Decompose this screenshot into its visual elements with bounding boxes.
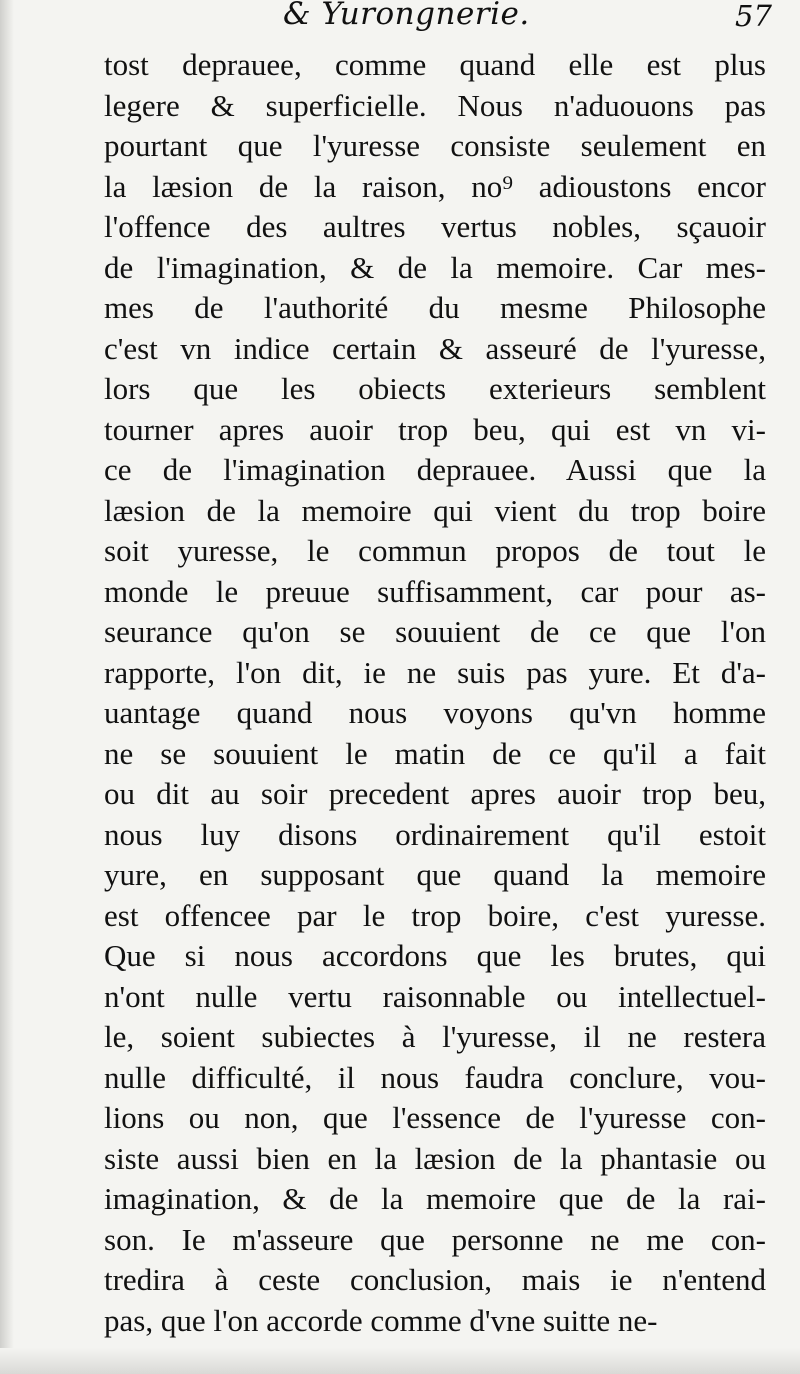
text-line: pas, que l'on accorde comme d'vne suitte ne- [104,1302,658,1338]
running-head: & Yurongnerie. [283,0,530,32]
text-line: tredira à ceste conclusion, mais ie n'entend [104,1262,766,1297]
text-line: ne se souuient le matin de ce qu'il a fait [104,735,766,771]
text-line: siste aussi bien en la læsion de la phantasie ou [104,1140,766,1176]
text-line: le, soient subiectes à l'yuresse, il ne restera [104,1019,766,1054]
text-line: est offencee par le trop boire, c'est yuresse. [104,897,766,933]
text-line: ce de l'imagination deprauee. Aussi que la [104,452,766,487]
text-line: nulle difficulté, il nous faudra conclure, vou- [104,1059,766,1095]
text-line: la læsion de la raison, no⁹ adioustons encor [104,168,766,204]
text-line: n'ont nulle vertu raisonnable ou intellectuel- [104,978,766,1014]
text-line: l'offence des aultres vertus nobles, sçauoir [104,209,766,244]
text-line: mes de l'authorité du mesme Philosophe [104,290,766,325]
text-line: soit yuresse, le commun propos de tout le [104,533,766,568]
text-line: tost deprauee, comme quand elle est plus [104,47,766,82]
text-line: uantage quand nous voyons qu'vn homme [104,695,766,730]
text-line: tourner apres auoir trop beu, qui est vn vi- [104,411,766,447]
binding-shadow [0,0,14,1374]
text-line: Que si nous accordons que les brutes, qui [104,938,766,973]
text-line: c'est vn indice certain & asseuré de l'yuresse, [104,330,766,366]
text-line: monde le preuue suffisamment, car pour as- [104,573,766,609]
text-line: yure, en supposant que quand la memoire [104,857,766,892]
text-line: seurance qu'on se souuient de ce que l'on [104,614,766,649]
page-edge-shadow [0,1348,800,1374]
text-line: son. Ie m'asseure que personne ne me con- [104,1221,766,1257]
text-line: lors que les obiects exterieurs semblent [104,371,766,406]
page-header [0,0,800,34]
body-text [104,45,766,1341]
text-line: imagination, & de la memoire que de la rai- [104,1181,766,1216]
page-number: 57 [735,0,772,33]
text-line: nous luy disons ordinairement qu'il estoit [104,816,766,852]
text-line: de l'imagination, & de la memoire. Car mes- [104,249,766,285]
text-line: pourtant que l'yuresse consiste seulement en [104,128,766,163]
text-line: rapporte, l'on dit, ie ne suis pas yure. Et d'a- [104,654,766,690]
text-line: lions ou non, que l'essence de l'yuresse con- [104,1100,766,1135]
text-line: ou dit au soir precedent apres auoir trop beu, [104,776,766,811]
text-line: læsion de la memoire qui vient du trop boire [104,492,766,528]
text-line: legere & superficielle. Nous n'aduouons pas [104,87,766,123]
